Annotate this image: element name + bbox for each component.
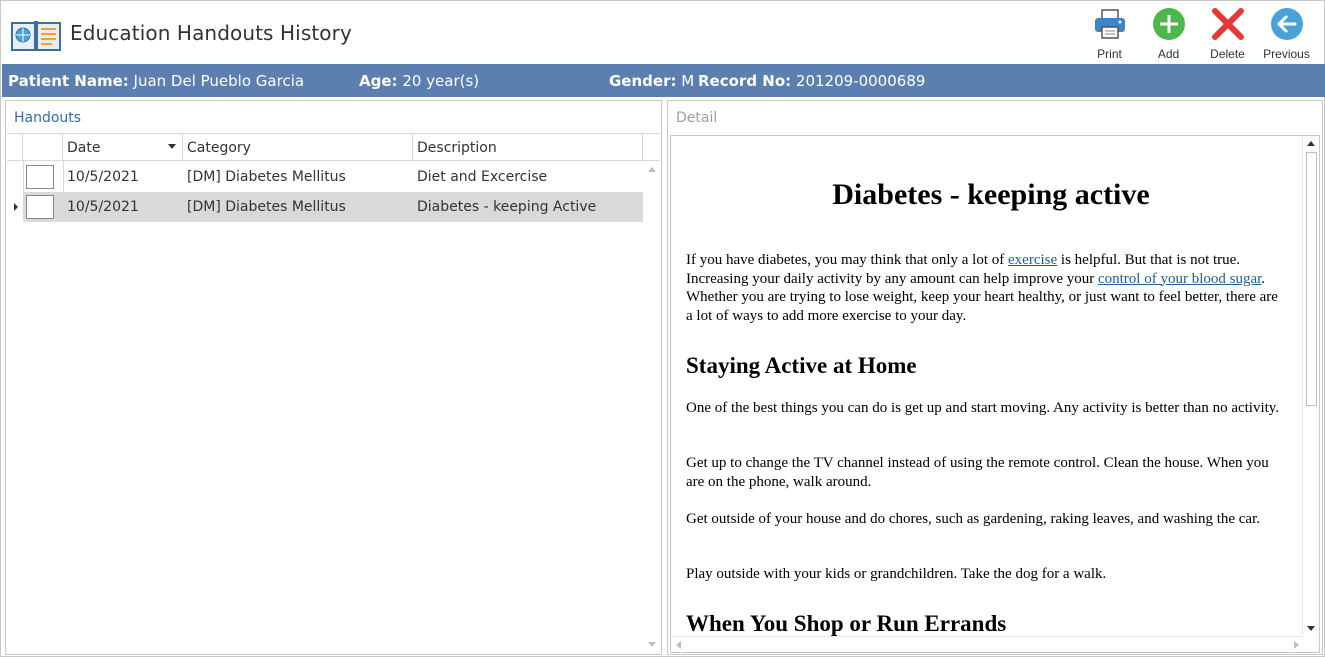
section-heading: Staying Active at Home [686, 353, 917, 378]
add-label: Add [1157, 47, 1180, 61]
add-button[interactable] [1139, 5, 1198, 61]
patient-gender-label: Gender: [609, 72, 677, 90]
patient-name [8, 72, 304, 90]
section-paragraph: Get up to change the TV channel instead of using the remote control. Clean the house. When you are on the phone, walk around. [686, 455, 1269, 490]
patient-record [698, 72, 925, 90]
description-column-header[interactable] [413, 134, 643, 161]
category-column-header[interactable] [183, 134, 413, 161]
patient-record-label: Record No: [698, 72, 792, 90]
date-column-label: Date [67, 140, 101, 156]
detail-document-viewer[interactable] [670, 135, 1320, 653]
intro-text-2: is helpful. But that is not true. Increasing your daily activity by any amount can help improve your [686, 252, 1241, 287]
row-date: 10/5/2021 [67, 199, 139, 215]
delete-label: Delete [1210, 47, 1245, 61]
grid-vertical-scrollbar[interactable] [644, 162, 660, 652]
table-row-selected[interactable] [24, 192, 643, 222]
red-x-icon [1211, 7, 1245, 41]
handouts-panel [5, 100, 662, 655]
plus-circle-icon [1152, 7, 1186, 41]
title-bar [1, 1, 1324, 63]
back-arrow-circle-icon [1270, 7, 1304, 41]
sort-descending-icon [168, 144, 176, 149]
grid-header [7, 134, 660, 161]
indicator-column-header [7, 134, 23, 161]
description-column-label: Description [417, 140, 497, 156]
scroll-up-icon[interactable] [648, 167, 656, 172]
detail-panel [667, 100, 1323, 655]
section-heading: When You Shop or Run Errands [686, 611, 1007, 636]
document-title: Diabetes - keeping active [832, 178, 1150, 211]
date-column-header[interactable] [63, 134, 183, 161]
toolbar [1080, 5, 1316, 61]
handouts-panel-title: Handouts [14, 110, 82, 126]
section-paragraph: One of the best things you can do is get up and start moving. Any activity is better than no activity. [686, 400, 1280, 416]
patient-gender [609, 72, 694, 90]
detail-horizontal-scrollbar[interactable] [671, 636, 1304, 652]
row-checkbox[interactable] [26, 195, 54, 219]
scroll-down-icon[interactable] [1307, 626, 1315, 631]
row-category: [DM] Diabetes Mellitus [187, 199, 346, 215]
previous-button[interactable] [1257, 5, 1316, 61]
row-checkbox[interactable] [26, 165, 54, 189]
previous-label: Previous [1263, 47, 1310, 61]
patient-age-value: 20 year(s) [402, 72, 480, 90]
patient-name-value: Juan Del Pueblo Garcia [133, 72, 305, 90]
scrollbar-corner [1302, 635, 1319, 652]
patient-info-bar [2, 64, 1325, 97]
scroll-right-icon[interactable] [1294, 641, 1299, 649]
detail-panel-title: Detail [676, 110, 718, 126]
print-button[interactable] [1080, 5, 1139, 61]
category-column-label: Category [187, 140, 251, 156]
row-description: Diabetes - keeping Active [417, 199, 597, 215]
section-paragraph: Get outside of your house and do chores, such as gardening, raking leaves, and washing the car. [686, 511, 1261, 527]
print-label: Print [1097, 47, 1122, 61]
scroll-down-icon[interactable] [648, 642, 656, 647]
handouts-grid [7, 133, 660, 653]
row-category: [DM] Diabetes Mellitus [187, 169, 346, 185]
detail-vertical-scrollbar[interactable] [1302, 136, 1319, 636]
exercise-link[interactable]: exercise [1008, 252, 1058, 268]
section-paragraph: Play outside with your kids or grandchildren. Take the dog for a walk. [686, 566, 1107, 582]
scroll-up-icon[interactable] [1307, 141, 1315, 146]
table-row[interactable] [7, 162, 643, 192]
scroll-thumb[interactable] [1306, 152, 1317, 406]
book-app-icon [10, 17, 62, 53]
patient-age-label: Age: [359, 72, 398, 90]
patient-name-label: Patient Name: [8, 72, 129, 90]
row-date: 10/5/2021 [67, 169, 139, 185]
scroll-left-icon[interactable] [676, 641, 681, 649]
patient-gender-value: M [681, 72, 695, 90]
current-row-indicator-icon [14, 203, 18, 211]
intro-text-3: . Whether you are trying to lose weight, keep your heart healthy, or just want to feel better, there are a lot of ways to add more exercise to your day. [686, 270, 1278, 324]
intro-paragraph [686, 251, 1286, 325]
select-column-header[interactable] [23, 134, 63, 161]
delete-button[interactable] [1198, 5, 1257, 61]
page-title: Education Handouts History [70, 21, 352, 45]
blood-sugar-link[interactable]: control of your blood sugar [1097, 270, 1262, 287]
printer-icon [1093, 7, 1127, 41]
patient-age [359, 72, 479, 90]
intro-text-1: If you have diabetes, you may think that only a lot of [686, 252, 1009, 268]
row-description: Diet and Excercise [417, 169, 548, 185]
patient-record-value: 201209-0000689 [795, 72, 926, 90]
